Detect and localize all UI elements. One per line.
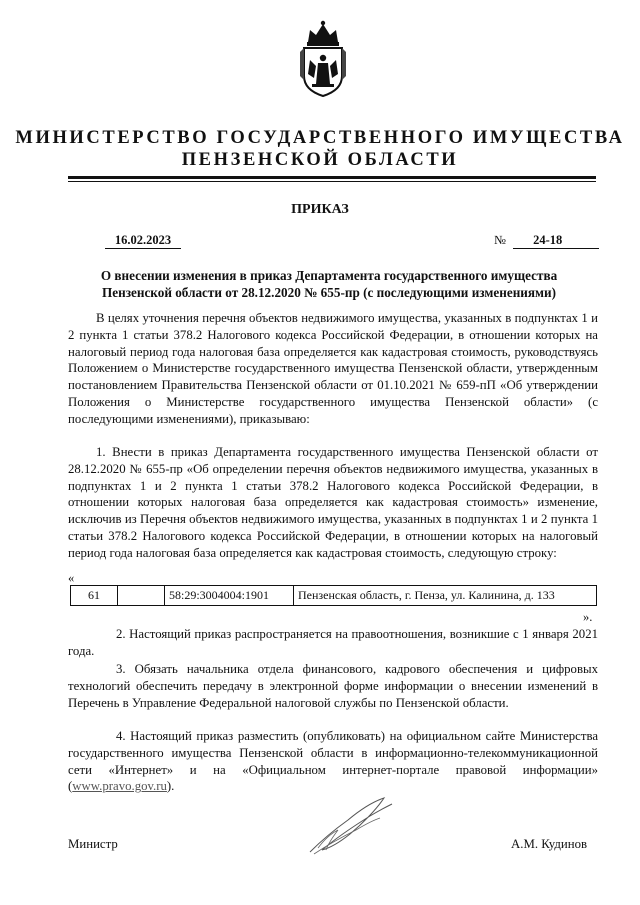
- order-number-label: №: [494, 233, 506, 247]
- item1-paragraph: 1. Внести в приказ Департамента государственного имущества Пензенской области от 28.12.2020 № 655-пр «Об определении перечня объектов недвижимого имущества, указанных в подпунктах 1 и 2 пункта 1 статьи 378.2 Налогового кодекса Российской Федерации, в отношении которых налоговая база определяется как кадастровая стоимость» изменение, исключив из Перечня объектов недвижимого имущества, указанных в подпунктах 1 и 2 пункта 1 статьи 378.2 Налогового кодекса Российской Федерации, в отношении которых на налоговый период года налоговая база определяется как кадастровая стоимость, следующую строку:: [68, 445, 598, 560]
- preamble-paragraph: В целях уточнения перечня объектов недвижимого имущества, указанных в подпунктах 1 и 2 пункта 1 статьи 378.2 Налогового кодекса Российской Федерации, в отношении которых на налоговый период года налоговая база определяется как кадастровая стоимость, руководствуясь Положением о Министерстве государственного имущества Пензенской области, утвержденным постановлением Правительства Пензенской области от 01.10.2021 № 659-пП «Об утверждении Положения о Министерстве государственного имущества Пензенской области» (с последующими изменениями), приказываю:: [68, 311, 598, 426]
- signatory-position: Министр: [68, 837, 118, 851]
- order-number-value: 24-18: [513, 233, 599, 249]
- quote-close: ».: [583, 610, 593, 624]
- order-date: [105, 233, 181, 249]
- item4-paragraph: [68, 728, 598, 795]
- quote-open: «: [68, 571, 75, 585]
- coat-of-arms-emblem: [296, 18, 350, 98]
- cadastral-number-cell: 58:29:3004004:1901: [165, 586, 294, 606]
- order-title: ПРИКАЗ: [291, 202, 349, 217]
- order-heading-line2: Пензенской области от 28.12.2020 № 655-пр (с последующими изменениями): [101, 285, 556, 300]
- row-blank-cell: [118, 586, 165, 606]
- pravo-gov-link[interactable]: www.pravo.gov.ru: [72, 779, 167, 794]
- table-row: [71, 586, 597, 606]
- item4-text: 4. Настоящий приказ разместить (опубликовать) на официальном сайте Министерства государственного имущества Пензенской области в информационно-телекоммуникационной сети «Интернет» и на «Официальном интернет-портале правовой информации» (: [68, 729, 598, 794]
- order-number: [494, 233, 599, 249]
- item4-end: ).: [166, 779, 175, 794]
- ministry-name-line2: ПЕНЗЕНСКОЙ ОБЛАСТИ: [181, 150, 459, 170]
- signatory-name: А.М. Кудинов: [511, 837, 588, 851]
- order-heading-line1: О внесении изменения в приказ Департамента государственного имущества: [100, 268, 558, 283]
- item3-paragraph: 3. Обязать начальника отдела финансового, кадрового обеспечения и цифровых технологий обеспечить передачу в электронной форме информации о внесении изменений в Перечень в Управление Федеральной налоговой службы по Пензенской области.: [68, 662, 598, 710]
- order-date-value: 16.02.2023: [105, 233, 181, 249]
- address-cell: Пензенская область, г. Пенза, ул. Калинина, д. 133: [294, 586, 597, 606]
- header-rule-thin: [68, 181, 596, 182]
- item2-paragraph: 2. Настоящий приказ распространяется на правоотношения, возникшие с 1 января 2021 года.: [68, 627, 598, 658]
- header-rule-thick: [68, 176, 596, 179]
- row-number-cell: 61: [71, 586, 118, 606]
- handwritten-signature: [300, 790, 400, 862]
- ministry-name-line1: МИНИСТЕРСТВО ГОСУДАРСТВЕННОГО ИМУЩЕСТВА: [15, 128, 625, 148]
- excluded-row-table: [70, 585, 597, 606]
- order-heading: [72, 267, 586, 301]
